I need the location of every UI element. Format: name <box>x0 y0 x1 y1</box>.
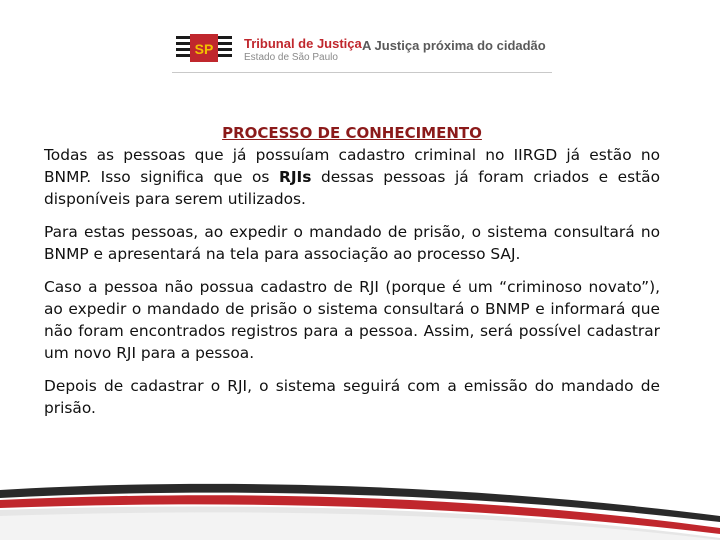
tagline: A Justiça próxima do cidadão <box>362 38 546 53</box>
org-name: Tribunal de Justiça <box>244 36 362 51</box>
paragraph-1 <box>44 144 660 210</box>
header-logo-bar <box>172 30 552 73</box>
paragraph-1-text-b: dessas pessoas já foram criados e estão disponíveis para serem utilizados. <box>44 168 660 208</box>
svg-text:SP: SP <box>194 41 214 57</box>
document-title: PROCESSO DE CONHECIMENTO <box>222 124 482 142</box>
paragraph-2: Para estas pessoas, ao expedir o mandado de prisão, o sistema consultará no BNMP e apresentará na tela para associação ao processo SAJ. <box>44 223 660 263</box>
document-body <box>44 122 660 430</box>
paragraph-1-bold: RJIs <box>278 168 312 186</box>
paragraph-1-text-a: Todas as pessoas que já possuíam cadastro criminal no IIRGD já estão no BNMP. Isso significa que os <box>44 146 660 186</box>
decorative-swoosh <box>0 476 720 540</box>
paragraph-4: Depois de cadastrar o RJI, o sistema seguirá com a emissão do mandado de prisão. <box>44 377 660 417</box>
tjsp-seal-icon <box>176 34 232 62</box>
org-subtitle: Estado de São Paulo <box>244 52 338 63</box>
paragraph-3: Caso a pessoa não possua cadastro de RJI (porque é um “criminoso novato”), ao expedir o mandado de prisão o sistema consultará o BNMP e informará que não foram encontrados registros para a pessoa. Assim, será possível cadastrar um novo RJI para a pessoa. <box>44 278 660 362</box>
